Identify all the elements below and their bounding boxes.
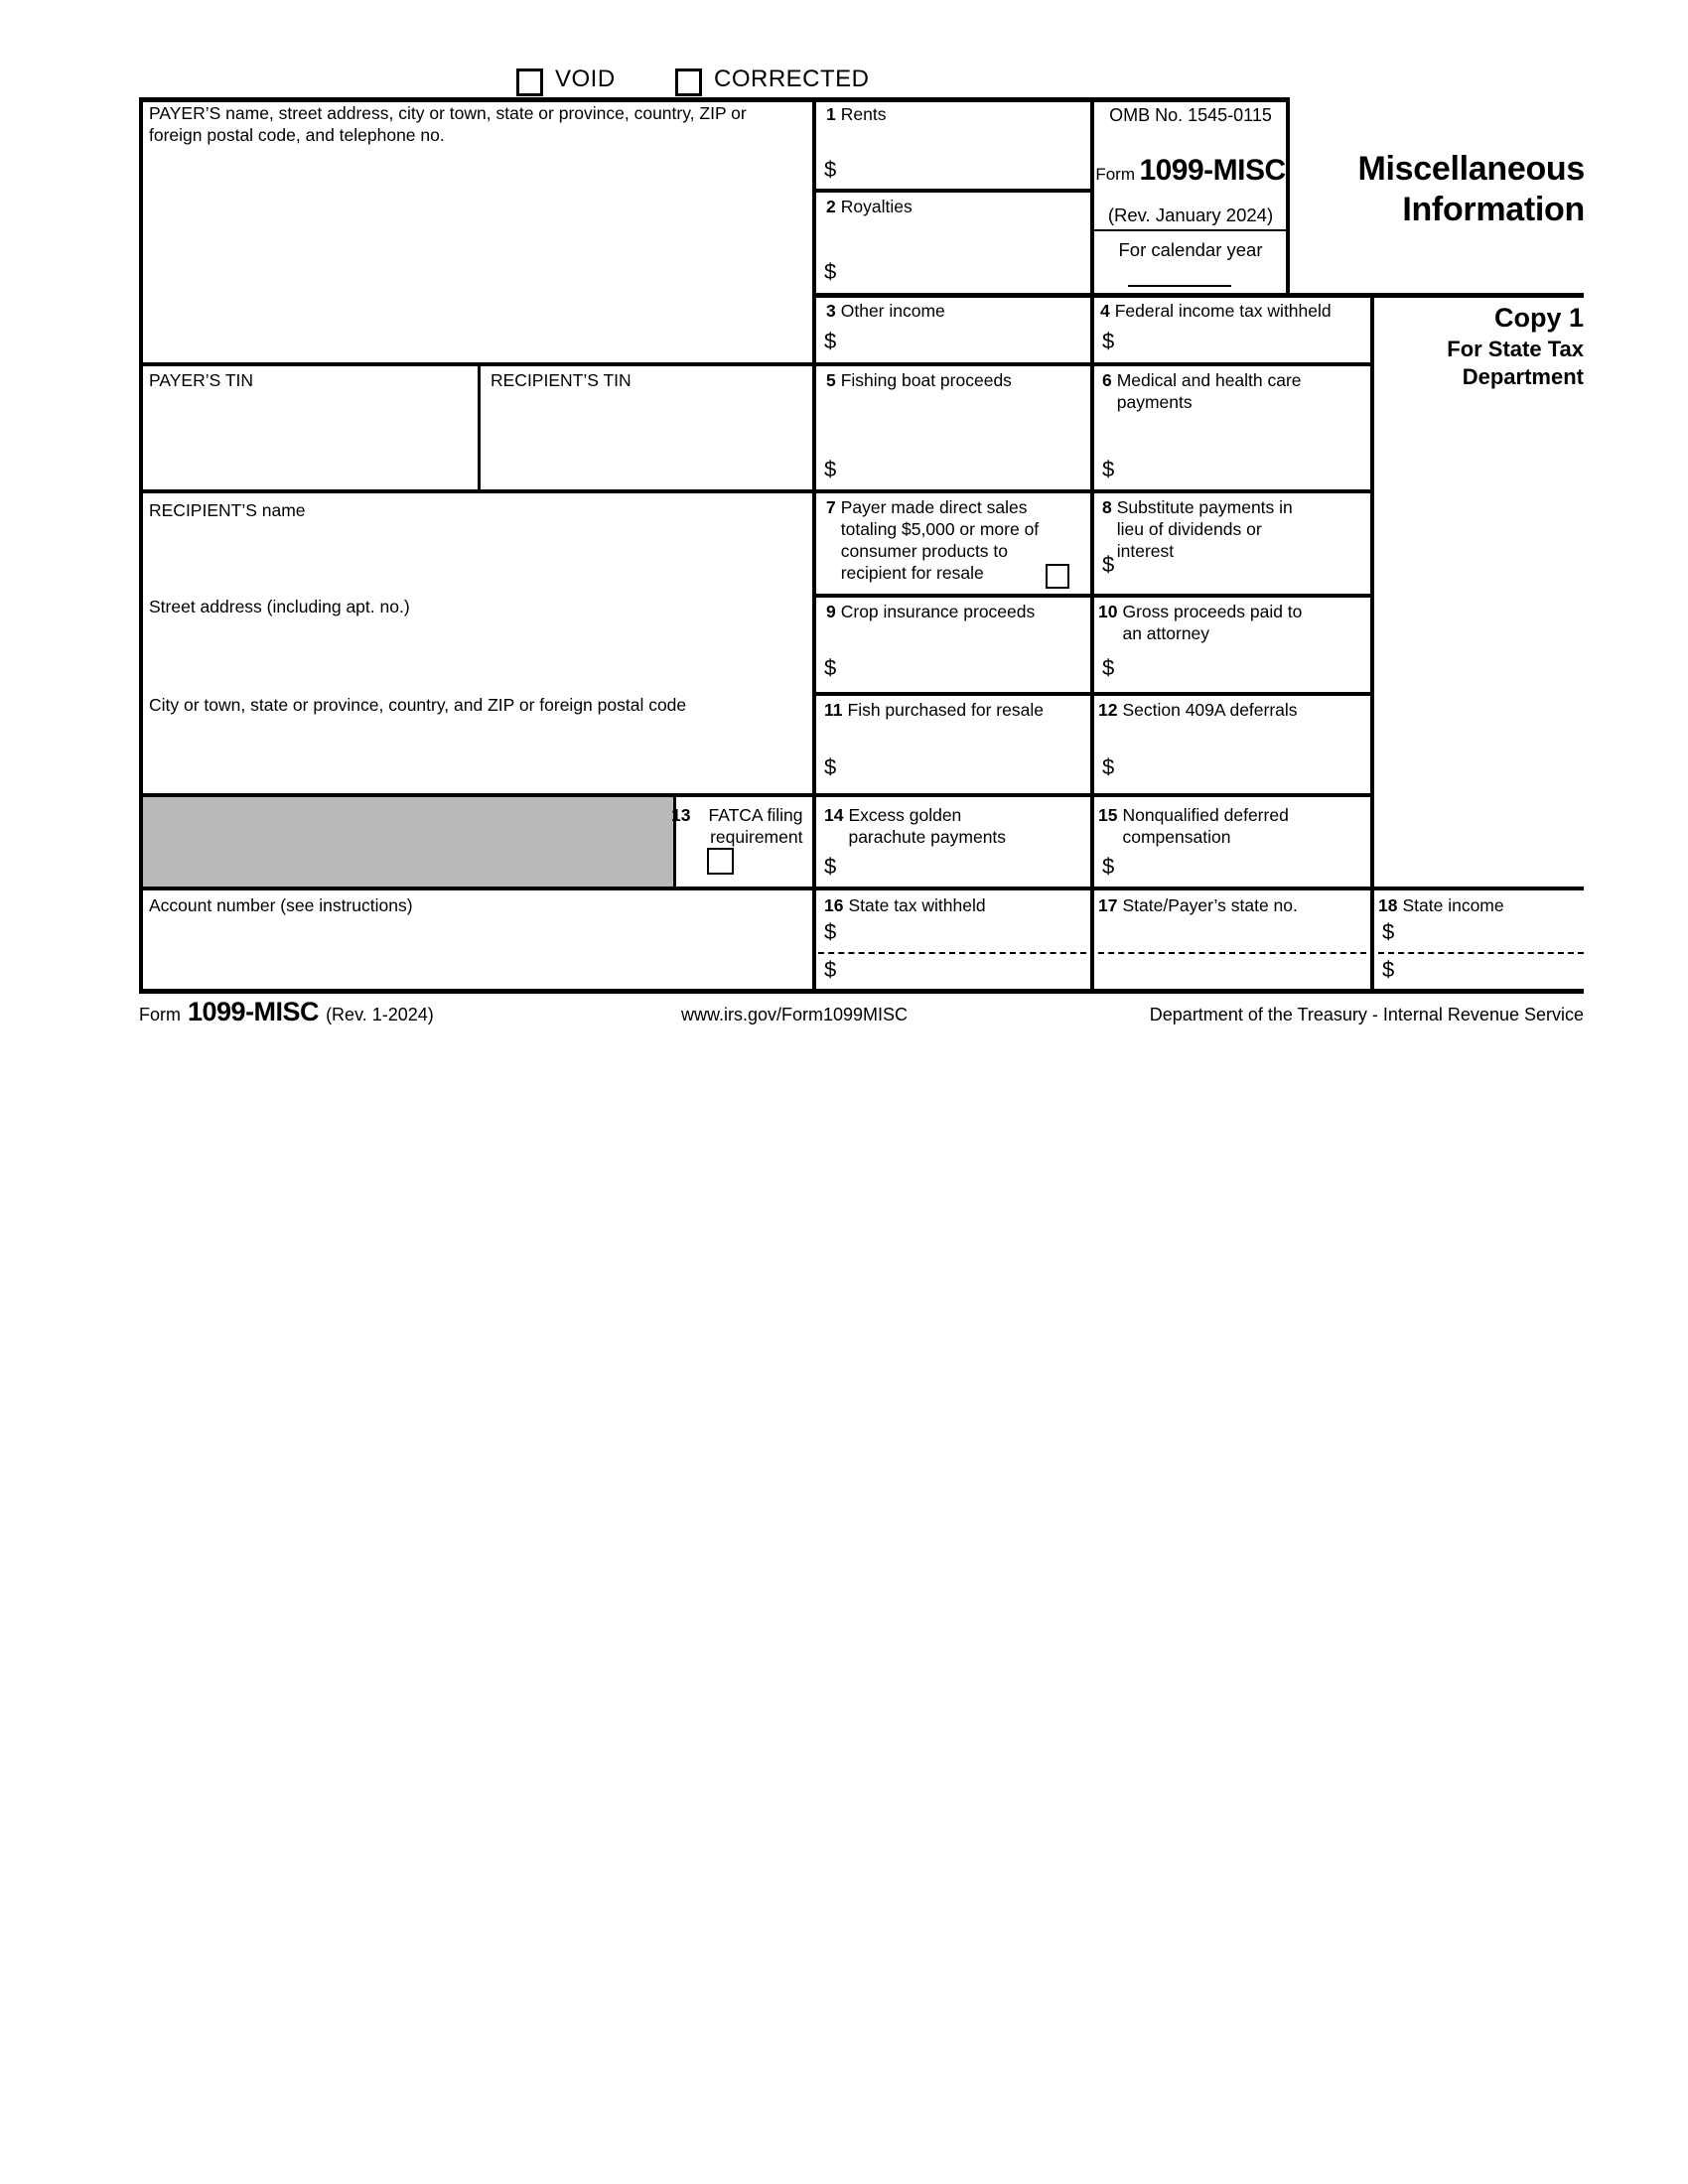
shaded-area <box>143 797 673 887</box>
calendar-year-blank <box>1128 285 1231 287</box>
omb-number: OMB No. 1545-0115 <box>1109 105 1272 125</box>
box-14-label <box>824 804 1042 848</box>
box-18-label <box>1378 894 1582 916</box>
box-11-title: Fish purchased for resale <box>847 700 1044 720</box>
footer-revision: (Rev. 1-2024) <box>326 1005 434 1024</box>
box-1-number: 1 <box>826 104 836 124</box>
footer-url: www.irs.gov/Form1099MISC <box>680 1005 909 1024</box>
void-checkbox[interactable] <box>516 68 543 96</box>
divider <box>139 362 1374 366</box>
box-2-title: Royalties <box>840 197 913 216</box>
divider <box>1378 952 1584 954</box>
box-11-label <box>824 699 1084 721</box>
box-17-title: State/Payer’s state no. <box>1122 895 1298 915</box>
corrected-label: CORRECTED <box>714 66 870 92</box>
box-3-label <box>826 300 1084 322</box>
box-3-title: Other income <box>840 301 945 321</box>
box-4-title: Federal income tax withheld <box>1114 301 1332 321</box>
box-2-label <box>826 196 1084 217</box>
box-11-dollar: $ <box>824 754 837 779</box>
box-18-dollar-row1: $ <box>1382 919 1395 944</box>
box-6-label <box>1102 369 1306 413</box>
copy-for-line2: Department <box>1462 363 1584 389</box>
box-9-number: 9 <box>826 602 836 621</box>
box-18-number: 18 <box>1378 895 1398 915</box>
box-10-title: Gross proceeds paid to an attorney <box>1122 602 1303 644</box>
form-revision: (Rev. January 2024) <box>1107 205 1274 225</box>
box-16-dollar-row2: $ <box>824 957 837 982</box>
box-4-label <box>1100 300 1366 322</box>
box-9-label <box>826 601 1084 622</box>
box-11-number: 11 <box>824 700 843 720</box>
form-word: Form <box>1095 165 1135 184</box>
box-5-number: 5 <box>826 370 836 390</box>
box-17-label <box>1098 894 1362 916</box>
box-5-label <box>826 369 1084 391</box>
box-10-dollar: $ <box>1102 655 1115 680</box>
box-12-label <box>1098 699 1362 721</box>
box-14-number: 14 <box>824 805 844 825</box>
box-1-dollar: $ <box>824 157 837 182</box>
divider <box>139 97 143 994</box>
footer-form-id <box>139 997 434 1027</box>
payer-tin-label: PAYER’S TIN <box>149 370 254 390</box>
box-4-dollar: $ <box>1102 329 1115 353</box>
calendar-year-label: For calendar year <box>1118 239 1263 260</box>
box-18-dollar-row2: $ <box>1382 957 1395 982</box>
box-12-title: Section 409A deferrals <box>1122 700 1298 720</box>
box-7-label <box>826 496 1040 584</box>
box-4-number: 4 <box>1100 301 1110 321</box>
divider <box>478 362 481 493</box>
divider <box>1098 952 1366 954</box>
box-15-label <box>1098 804 1296 848</box>
footer-form-number: 1099-MISC <box>188 997 320 1026</box>
box-2-number: 2 <box>826 197 836 216</box>
fatca-checkbox[interactable] <box>707 848 734 875</box>
box-14-title: Excess golden parachute payments <box>848 805 1007 848</box>
footer-department: Department of the Treasury - Internal Revenue Service <box>1149 1005 1584 1024</box>
box-10-number: 10 <box>1098 602 1118 621</box>
box-6-number: 6 <box>1102 370 1112 390</box>
box-3-number: 3 <box>826 301 836 321</box>
box-6-title: Medical and health care payments <box>1116 370 1302 413</box>
account-number-label: Account number (see instructions) <box>149 895 413 915</box>
divider <box>812 189 1094 193</box>
copy-for-line1: For State Tax <box>1447 337 1584 362</box>
divider <box>1090 97 1094 994</box>
box-8-title: Substitute payments in lieu of dividends or interest <box>1116 497 1293 562</box>
payer-info-label: PAYER’S name, street address, city or town, state or province, country, ZIP or foreign postal code, and telephone no. <box>149 103 747 146</box>
box-1-label <box>826 103 1084 125</box>
box-18-title: State income <box>1402 895 1504 915</box>
box-8-label <box>1102 496 1321 562</box>
divider <box>139 887 1584 890</box>
box-9-title: Crop insurance proceeds <box>840 602 1036 621</box>
box-15-dollar: $ <box>1102 854 1115 879</box>
divider <box>1370 293 1374 994</box>
box-7-number: 7 <box>826 497 836 517</box>
box-15-number: 15 <box>1098 805 1118 825</box>
divider <box>139 793 1374 797</box>
divider <box>812 97 816 994</box>
box-5-dollar: $ <box>824 457 837 481</box>
box-5-title: Fishing boat proceeds <box>840 370 1012 390</box>
form-number: 1099-MISC <box>1139 154 1286 187</box>
divider <box>812 293 1584 298</box>
divider <box>818 952 1086 954</box>
corrected-checkbox[interactable] <box>675 68 702 96</box>
form-title-line1: Miscellaneous <box>1357 150 1585 188</box>
box-9-dollar: $ <box>824 655 837 680</box>
box-13-title: FATCA filing requirement <box>708 805 803 848</box>
street-address-label: Street address (including apt. no.) <box>149 597 410 616</box>
form-title <box>1231 149 1585 231</box>
box-16-title: State tax withheld <box>848 895 986 915</box>
box-1-title: Rents <box>840 104 887 124</box>
box-8-dollar: $ <box>1102 552 1115 577</box>
box-12-dollar: $ <box>1102 754 1115 779</box>
box-14-dollar: $ <box>824 854 837 879</box>
box-13-label <box>671 804 802 848</box>
box-16-label <box>824 894 1084 916</box>
box-10-label <box>1098 601 1321 644</box>
box-3-dollar: $ <box>824 329 837 353</box>
box-15-title: Nonqualified deferred compensation <box>1122 805 1289 848</box>
direct-sales-checkbox[interactable] <box>1046 564 1069 589</box>
box-13-number: 13 <box>671 805 691 825</box>
city-label: City or town, state or province, country, and ZIP or foreign postal code <box>149 695 687 715</box>
box-16-number: 16 <box>824 895 844 915</box>
copy-number: Copy 1 <box>1493 303 1584 333</box>
box-7-title: Payer made direct sales totaling $5,000 or more of consumer products to recipient for resale <box>840 497 1040 584</box>
box-17-number: 17 <box>1098 895 1118 915</box>
box-8-number: 8 <box>1102 497 1112 517</box>
box-2-dollar: $ <box>824 259 837 284</box>
divider <box>139 989 1584 994</box>
footer-form-word: Form <box>139 1005 181 1024</box>
box-12-number: 12 <box>1098 700 1118 720</box>
box-6-dollar: $ <box>1102 457 1115 481</box>
divider <box>139 489 1374 493</box>
void-label: VOID <box>555 66 616 92</box>
recipient-name-label: RECIPIENT’S name <box>149 500 306 520</box>
box-16-dollar-row1: $ <box>824 919 837 944</box>
recipient-tin-label: RECIPIENT’S TIN <box>491 370 632 390</box>
form-title-line2: Information <box>1402 191 1585 229</box>
copy-block <box>1380 301 1584 390</box>
